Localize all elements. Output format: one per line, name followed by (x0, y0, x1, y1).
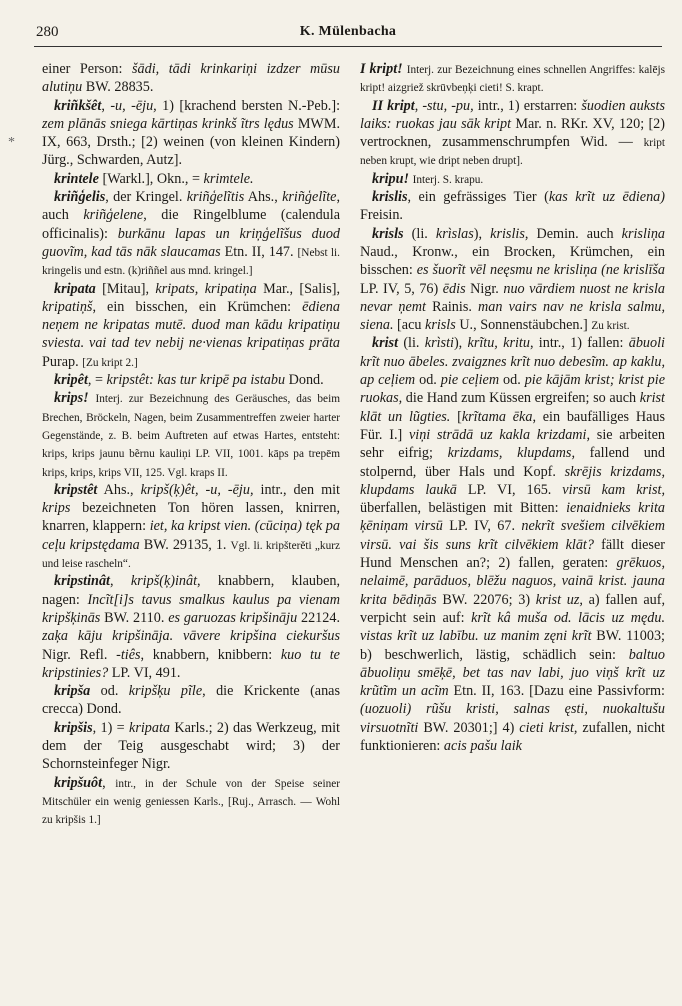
entry-text: a) fallen auf, verpicht sein auf: (360, 591, 665, 626)
entry-headword: kripstinât (54, 573, 110, 590)
entry-text: krĩt kâ muša od. lācis uz mędu. vistas krĩt uz labību. uz manim zęni krĩt (360, 609, 665, 645)
entry-text: BW. 11003; b) beschwerlich, lästig, schädlich sein: (360, 628, 665, 663)
dictionary-entry (42, 97, 340, 170)
entry-headword: kriñģelis (54, 189, 106, 206)
entry-text: od. (90, 683, 129, 700)
entry-text: bezeichneten Ton hören lassen, knirren, knarren, klappern: (42, 500, 340, 535)
entry-text: Etn. II, 163. [Dazu eine Passivform: (448, 683, 665, 700)
entry-text: viņi strādā uz kakla krizdami, (408, 426, 591, 443)
entry-text: LP. IV, 5, 76) (360, 280, 443, 297)
entry-text: LP. VI, 165. (456, 481, 563, 498)
entry-text: kripšķu pĩle (128, 683, 203, 700)
entry-text: BW. 28835. (82, 79, 154, 96)
entry-text: krìsti (424, 335, 454, 352)
entry-text: krislis (490, 225, 525, 242)
entry-text: ienaidnieks krita ķēniņam virsū (360, 500, 665, 535)
entry-text: krist uz, (535, 591, 583, 608)
entry-text: šuodien auksts laiks: ruokas jau sāk kript (360, 97, 665, 132)
entry-text: kuo tu te kripstinies? (42, 646, 340, 681)
entry-text: skrējis krizdams, klupdams laukā (360, 463, 665, 498)
entry-text: kriñģelene (83, 207, 144, 224)
entry-text: iet, ka kripst vien. (cūciņa) tęk pa ceļu kripstędama (42, 518, 340, 553)
entry-note: [Nebst li. kringelis und estn. (k)riññel aus mnd. kringel.] (42, 246, 340, 278)
entry-text: fällt dieser Hund Menschen an?; 2) fallen, geraten: (360, 536, 665, 572)
entry-text: [Warkl.], Okn., = (98, 170, 204, 187)
entry-text: kripš(ķ)inât (130, 573, 198, 590)
entry-text: acis pašu laik (443, 737, 522, 754)
entry-text: , ein baufälliges Haus Für. I.] (360, 408, 665, 443)
running-title: K. Mülenbacha (299, 24, 397, 39)
entry-text: zufallen, nicht funktionieren: (360, 719, 665, 754)
entry-text: MWM. IX, 663, Drsth.; [2) weinen (von kleinen Kindern) Jürg., Schwarden, Autz]. (42, 115, 340, 169)
entry-text: ābuoli krĩt nuo ābeles. zvaigznes krĩt nuo debesĩm. ap kaklu, ap ceļiem (360, 335, 665, 389)
entry-text: , 1) = (92, 719, 130, 736)
entry-text: krĩtama ēka (461, 408, 533, 425)
left-column (42, 60, 340, 994)
entry-headword: kripstêt (54, 481, 98, 498)
entry-text: -tiês (116, 646, 141, 663)
entry-text: kas krĩt uz ēdiena) (548, 189, 665, 206)
entry-text: , die Krickente (anas crecca) Dond. (42, 683, 340, 718)
entry-text: , (109, 573, 131, 590)
entry-text: (li. (398, 335, 425, 352)
entry-note: Interj. S. krapu. (412, 173, 484, 186)
entry-note: kript neben krupt, wie dript neben drupt]. (360, 137, 665, 168)
dictionary-entry (42, 60, 340, 97)
entry-text: LP. VI, 491. (108, 664, 181, 681)
entry-headword: kripata (54, 280, 96, 297)
entry-text: Mar., [Salis], (256, 280, 340, 297)
entry-text: krĩtu, kritu (467, 335, 530, 352)
entry-text: 22124. (297, 609, 340, 626)
entry-text: Nigr. Refl. (42, 646, 117, 663)
entry-text: kriñģelĩte (282, 189, 337, 206)
entry-text: krips (42, 500, 71, 517)
entry-text: LP. IV, 67. (442, 518, 522, 535)
entry-text: fallend und stolpernd, über Hals und Kopf. (360, 445, 665, 480)
entry-text: nuo vārdiem nuost ne krisla nevar ņemt (360, 280, 665, 315)
entry-text: Purap. (42, 353, 83, 370)
entry-text: kripš(ķ)êt, -u, -ēju, (140, 481, 254, 498)
dictionary-entry (42, 774, 340, 829)
dictionary-entry (42, 572, 340, 682)
dictionary-entry (42, 682, 340, 719)
dictionary-entry (42, 188, 340, 279)
dictionary-entry (360, 60, 665, 97)
entry-note: Interj. zur Bezeichnung des Geräusches, das beim Brechen, Bröckeln, Nagen, beim Zusammentreffen zweier harter Gegenstände, z. B. beim Auftreten auf etwas Hartes, entsteht: krips, krips jaunu bẽrnu kauliņi LP. VII, 1001. kāps pa trepēm krips, krips, krips VII, 125. Vgl. kraps II. (42, 393, 340, 479)
entry-text: cieti krist, (519, 719, 578, 736)
entry-text: , (414, 97, 423, 114)
entry-text: , (102, 774, 116, 791)
right-column (360, 60, 665, 994)
entry-text: ), (453, 335, 468, 352)
entry-text: BW. 29135, 1. (139, 536, 231, 553)
entry-text: (li. (403, 225, 436, 242)
entry-text: virsū kam krist, (562, 481, 665, 498)
entry-text: -stu, -pu, (422, 97, 474, 114)
dictionary-entry (360, 188, 665, 225)
dictionary-entry (360, 97, 665, 170)
entry-text: [acu (393, 317, 426, 334)
entry-text: Ahs., (97, 481, 141, 498)
entry-text: zaķa kāju kripšināja. vāvere kripšina ciekuršus (42, 628, 340, 645)
entry-text: kripata (129, 719, 170, 736)
dictionary-entry (42, 170, 340, 188)
entry-text: , knabbern, klauben, nagen: (42, 573, 340, 608)
entry-headword: II kript (372, 97, 415, 114)
entry-text: intr., 1) erstarren: (473, 97, 582, 114)
entry-text: , ein bisschen, ein Krümchen: (92, 298, 303, 315)
dictionary-entry (42, 389, 340, 480)
entry-text: Dond. (285, 372, 324, 389)
entry-text: krist klāt un lũgties. (360, 390, 665, 425)
entry-text: od. (499, 372, 525, 389)
entry-text: , knabbern, knibbern: (140, 646, 281, 663)
entry-text: , auch (42, 189, 340, 224)
entry-text: krizdams, klupdams, (447, 445, 575, 462)
entry-text: , Demin. auch (524, 225, 622, 242)
entry-text: baltuo ābuoliņu smēķē, bet tas nav labi, juo viņš krĩt uz krũtĩm un acĩm (360, 646, 665, 700)
entry-text: 1) [krachend bersten N.-Peb.]: (156, 97, 340, 114)
entry-text: , (101, 97, 111, 114)
entry-text: BW. 22076; 3) (436, 591, 536, 608)
entry-text: (uozuoli) rũšu kristi, salnas ęsti, nuokaltušu virsuotnĩti (360, 701, 665, 736)
entry-headword: kripšuôt (54, 774, 103, 791)
page-header (36, 22, 660, 46)
entry-text: nekrĩt svešiem cilvēkiem virsū. vai šis suns krĩt cilvēkiem klāt? (360, 518, 665, 553)
dictionary-entry (42, 719, 340, 774)
entry-headword: krintele (54, 170, 99, 187)
entry-text: BW. 2110. (100, 609, 169, 626)
entry-text: U., Sonnenstäubchen.] (455, 317, 592, 334)
entry-headword: krislis (372, 189, 408, 206)
entry-text: ēdis (442, 280, 466, 297)
dictionary-entry (360, 170, 665, 188)
entry-text: burkānu lapas un kriņģelĩšus duod guovĩm, kad tās nāk slaucamas (42, 225, 340, 260)
entry-headword: krisls (372, 225, 404, 242)
entry-text: ), (473, 225, 491, 242)
entry-text: pie ceļiem (440, 372, 500, 389)
entry-text: Mar. n. RKr. XV, 120; [2) vertrocknen, zusammenschrumpfen Wid. — (360, 115, 665, 151)
entry-text: die Hand zum Küssen ergreifen; so auch (402, 390, 640, 407)
dictionary-entry (360, 334, 665, 755)
entry-text: einer Person: (42, 61, 132, 77)
entry-text: es šuorĩt vēl neęsmu ne krisliņa (ne krislīša (416, 262, 665, 279)
entry-note: [Zu kript 2.] (82, 356, 138, 369)
entry-text: zem plānās sniega kārtiņas krinkš ĩtrs lędus (42, 115, 294, 132)
entry-text: , der Kringel. (105, 189, 187, 206)
entry-headword: krips! (54, 390, 89, 407)
dictionary-entry (360, 225, 665, 335)
entry-text: od. (415, 372, 441, 389)
entry-note: intr., in der Schule von der Speise seiner Mitschüler ein wenig geniessen Karls., [Ruj., Arrasch. — Wohl zu kripšis 1.] (42, 777, 340, 827)
dictionary-entry (42, 280, 340, 371)
entry-headword: kripša (54, 683, 91, 700)
entry-text: es garuozas kripšināju (168, 609, 298, 626)
dictionary-entry (42, 481, 340, 572)
entry-note: Interj. zur Bezeichnung eines schnellen Angriffes: kalējs kript! aizgriež skrūvbeņķi cieti! S. krapt. (360, 64, 665, 95)
page-number: 280 (36, 24, 59, 40)
entry-text: kripatiņš (42, 298, 93, 315)
entry-note: Zu krist. (591, 320, 630, 333)
dictionary-entry (42, 371, 340, 389)
entry-text: kripats, kripatiņa (155, 280, 257, 297)
entry-note: Vgl. li. kripšterěti „kurz und leise rascheln“. (42, 539, 340, 571)
entry-text: Incĩt[i]s tavus smalkus kaulus pa vienam kripšķinās (42, 591, 340, 626)
entry-text: Nigr. (465, 280, 504, 297)
entry-text: , intr., 1) fallen: (529, 335, 629, 352)
entry-text: [Mitau], (95, 280, 156, 297)
entry-headword: kripu! (372, 170, 410, 187)
entry-text: sie arbeiten sehr eifrig; (360, 426, 665, 462)
entry-text: , die Ringelblume (calendula officinalis): (42, 207, 340, 242)
entry-text: BW. 20301;] 4) (418, 719, 520, 736)
entry-text: Ahs., (244, 189, 283, 206)
entry-text: überfallen, belästigen mit Bitten: (360, 500, 567, 517)
entry-headword: kripšis (54, 719, 93, 736)
margin-mark: * (8, 135, 15, 150)
entry-text: Karls.; 2) das Werkzeug, mit dem der Teig ausgeschabt wird; 3) der Schornsteinfeger Nigr. (42, 719, 340, 773)
entry-text: , ein gefrässiges Tier ( (407, 189, 549, 206)
entry-text: man vairs nav ne krisla salmu, siena. (360, 298, 665, 334)
entry-text: Naud., Kronw., ein Brocken, Krümchen, ein bisschen: (360, 243, 665, 279)
entry-text: krimtele. (203, 170, 254, 187)
entry-headword: krist (372, 335, 399, 352)
entry-text: kriñģelĩtis (186, 189, 245, 206)
entry-text: Rainis. (426, 298, 479, 315)
entry-text: krìslas (435, 225, 474, 242)
entry-headword: kriñkšêt (54, 97, 102, 114)
entry-text: ēdiena neņem ne kripatas mutē. duod man kādu kripatiņu sviesta. vai tad tev nebij ne·vienas kripatiņas prāta (42, 298, 340, 352)
entry-text: šādi, tādi krinkariņi izdzer mūsu alutiņu (42, 61, 340, 96)
entry-text: krisls (425, 317, 456, 334)
entry-text: [ (450, 408, 462, 425)
header-rule (34, 46, 662, 47)
entry-headword: I kript! (360, 61, 403, 77)
entry-text: -u, -ēju, (110, 97, 157, 114)
entry-text: Freisin. (360, 207, 403, 224)
entry-text: , = (87, 372, 107, 389)
entry-text: kripstêt: kas tur kripē pa istabu (106, 372, 286, 389)
entry-text: Etn. II, 147. (220, 243, 298, 260)
entry-text: pie kājām krist; krist pie ruokas, (360, 372, 665, 407)
entry-text: krisliņa (621, 225, 665, 242)
entry-headword: kripêt (54, 372, 88, 389)
entry-text: grēkuos, nelaimē, parāduos, blēžu naguos, vainā krist. jauna krita bēdiņās (360, 555, 665, 608)
entry-text: intr., den mit (253, 481, 340, 498)
